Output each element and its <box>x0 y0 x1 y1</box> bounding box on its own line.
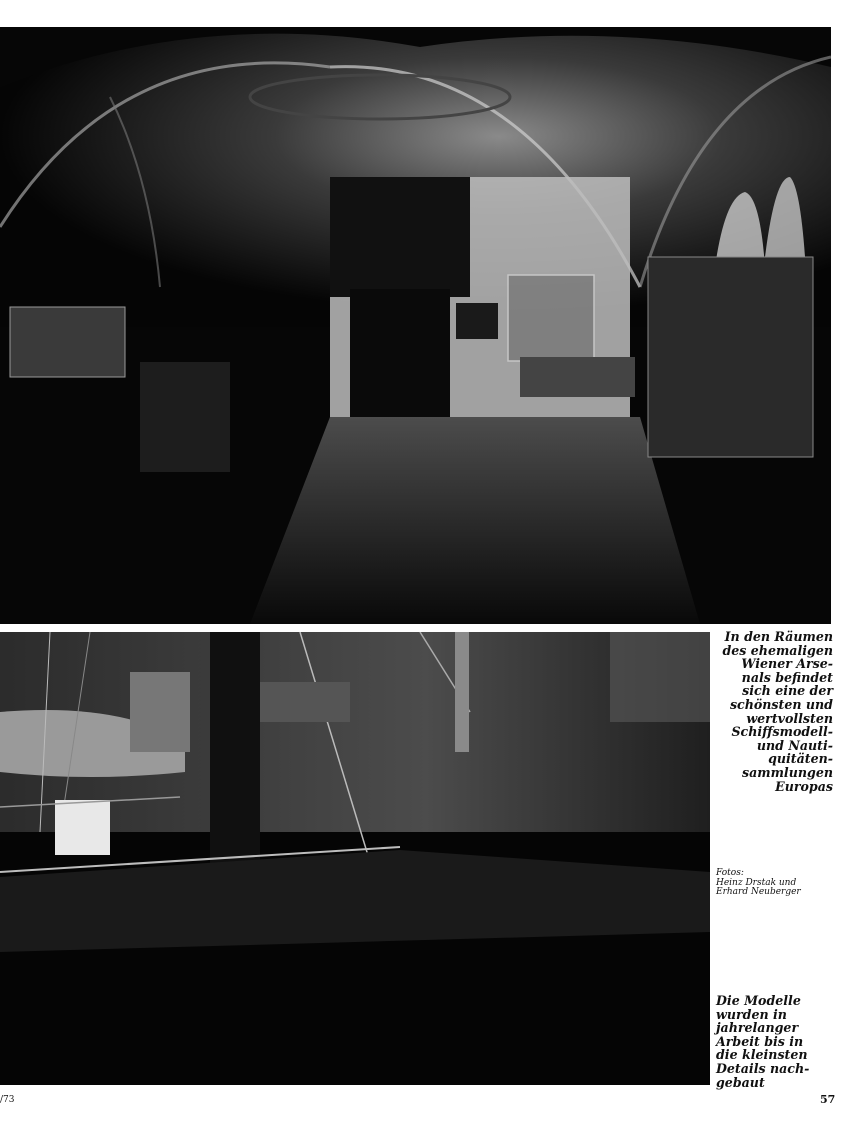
caption-second-line: Die Modelle <box>716 993 801 1008</box>
credits-line: Erhard Neuberger <box>716 887 801 897</box>
caption-second <box>716 994 836 1089</box>
page-number: 57 <box>820 1093 836 1106</box>
folio-left: /73 <box>0 1095 15 1105</box>
caption-main-line: sich eine der <box>742 683 833 699</box>
caption-second-line: jahrelanger <box>716 1020 799 1036</box>
caption-main <box>712 630 833 793</box>
caption-second-line: wurden in <box>716 1006 787 1022</box>
museum-hall-image <box>0 27 831 624</box>
caption-main-line: nals befindet <box>741 669 833 685</box>
caption-main-line: des ehemaligen <box>722 642 833 658</box>
ship-model-image <box>0 632 710 1085</box>
ship-model-photo <box>0 632 710 1085</box>
caption-main-line: schönsten und <box>729 696 833 712</box>
caption-second-line: Arbeit bis in <box>716 1033 804 1049</box>
caption-main-line: und Nauti- <box>756 737 833 753</box>
museum-hall-photo <box>0 27 831 624</box>
caption-main-line: quitäten- <box>768 751 833 767</box>
caption-main-line: In den Räumen <box>724 629 833 644</box>
caption-main-line: Wiener Arse- <box>741 656 833 672</box>
caption-main-line: wertvollsten <box>746 710 833 726</box>
photo-credits <box>716 869 836 898</box>
caption-second-line: die kleinsten <box>716 1047 808 1063</box>
caption-main-line: Schiffsmodell- <box>731 724 833 740</box>
caption-main-line: Europas <box>775 778 833 794</box>
credits-line: Heinz Drstak und <box>716 877 797 888</box>
caption-second-line: Details nach- <box>716 1060 810 1076</box>
credits-line: Fotos: <box>716 868 744 878</box>
caption-second-line: gebaut <box>716 1074 765 1090</box>
caption-main-line: sammlungen <box>742 764 833 780</box>
